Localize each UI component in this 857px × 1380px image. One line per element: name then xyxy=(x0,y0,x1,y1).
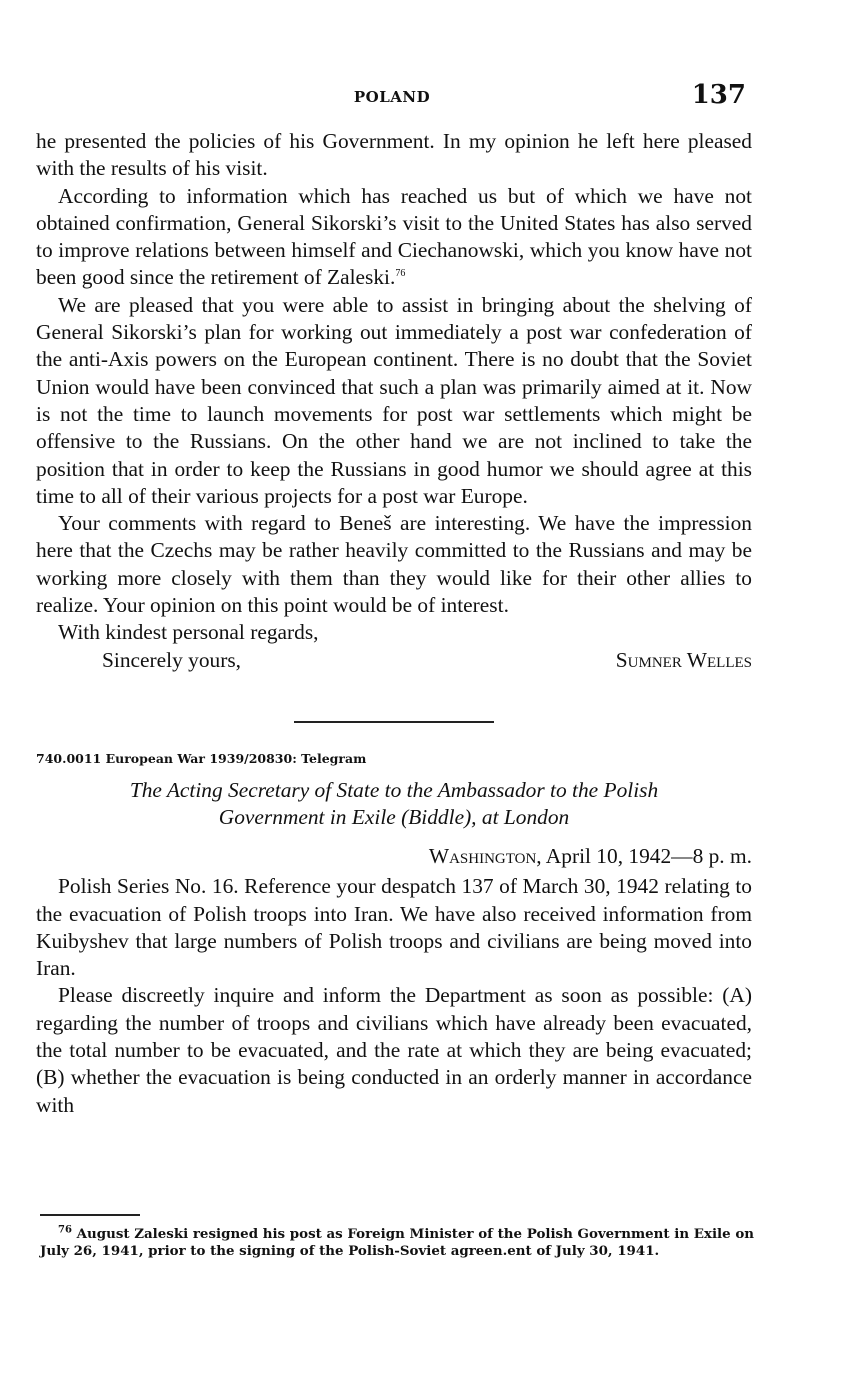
signature: Sumner Welles xyxy=(615,647,752,672)
footnote-number: 76 xyxy=(58,1224,72,1236)
footnote-rule xyxy=(40,1214,140,1216)
dateline xyxy=(36,843,752,870)
letter-paragraph: According to information which has reached us but of which we have not obtained confirmation, General Sikorski’s visit to the United States has also served to improve relations between himself and Ciechanowski, which you know have not been good since the retirement of Zaleski.$^{76}$ xyxy=(36,183,752,290)
dateline-date: , April 10, 1942—8 p. m. xyxy=(536,843,752,868)
file-reference: 740.0011 European War 1939/20830: Telegram xyxy=(36,750,367,766)
document-title-line: The Acting Secretary of State to the Ambassador to the Polish xyxy=(129,777,659,802)
letter-paragraph: he presented the policies of his Government. In my opinion he left here pleased with the results of his visit. xyxy=(36,129,752,181)
dateline-place: Washington xyxy=(428,843,537,868)
letter-paragraph: We are pleased that you were able to assist in bringing about the shelving of General Sikorski’s plan for working out immediately a post war confederation of the anti-Axis powers on the European continent. There is no doubt that the Soviet Union would have been convinced that such a plan was primarily aimed at it. Now is not the time to launch movements for post war settlements which might be offensive to the Russians. On the other hand we are not inclined to take the position that in order to keep the Russians in good humor we should agree at this time to all of their various projects for a post war Europe. xyxy=(36,292,752,508)
footnote-text: August Zaleski resigned his post as Foreign Minister of the Polish Government in Exile on July 26, 1941, prior to the signing of the Polish-Soviet agreen.ent of July 30, 1941. xyxy=(40,1226,754,1259)
letter-paragraph: Your comments with regard to Beneš are interesting. We have the impression here that the Czechs may be rather heavily committed to the Russians and may be working more closely with them than they would like for their other allies to realize. Your opinion on this point would be of interest. xyxy=(36,511,752,618)
telegram-paragraph: Please discreetly inquire and inform the Department as soon as possible: (A) regarding the number of troops and civilians which have already been evacuated, the total number to be evacuated, and the rate at which they are being evacuated; (B) whether the evacuation is being conducted in an orderly manner in accordance with xyxy=(36,983,752,1117)
document-title-line: Government in Exile (Biddle), at London xyxy=(218,804,570,829)
valediction: Sincerely yours, xyxy=(102,647,242,672)
running-head: POLAND xyxy=(353,88,431,106)
page-body xyxy=(36,128,752,1119)
telegram-paragraph: Polish Series No. 16. Reference your despatch 137 of March 30, 1942 relating to the evacuation of Polish troops into Iran. We have also received information from Kuibyshev that large numbers of Polish troops and civilians are being moved into Iran. xyxy=(36,874,752,981)
signature-line xyxy=(102,647,752,674)
page-header xyxy=(36,80,748,110)
footnote-reference[interactable]: 76 xyxy=(395,268,406,280)
letter-closing: With kindest personal regards, xyxy=(58,620,319,645)
document-title xyxy=(36,777,752,831)
footnote xyxy=(40,1226,754,1259)
page-number: 137 xyxy=(691,80,746,110)
section-divider xyxy=(294,721,494,723)
footnotes xyxy=(40,1214,754,1259)
